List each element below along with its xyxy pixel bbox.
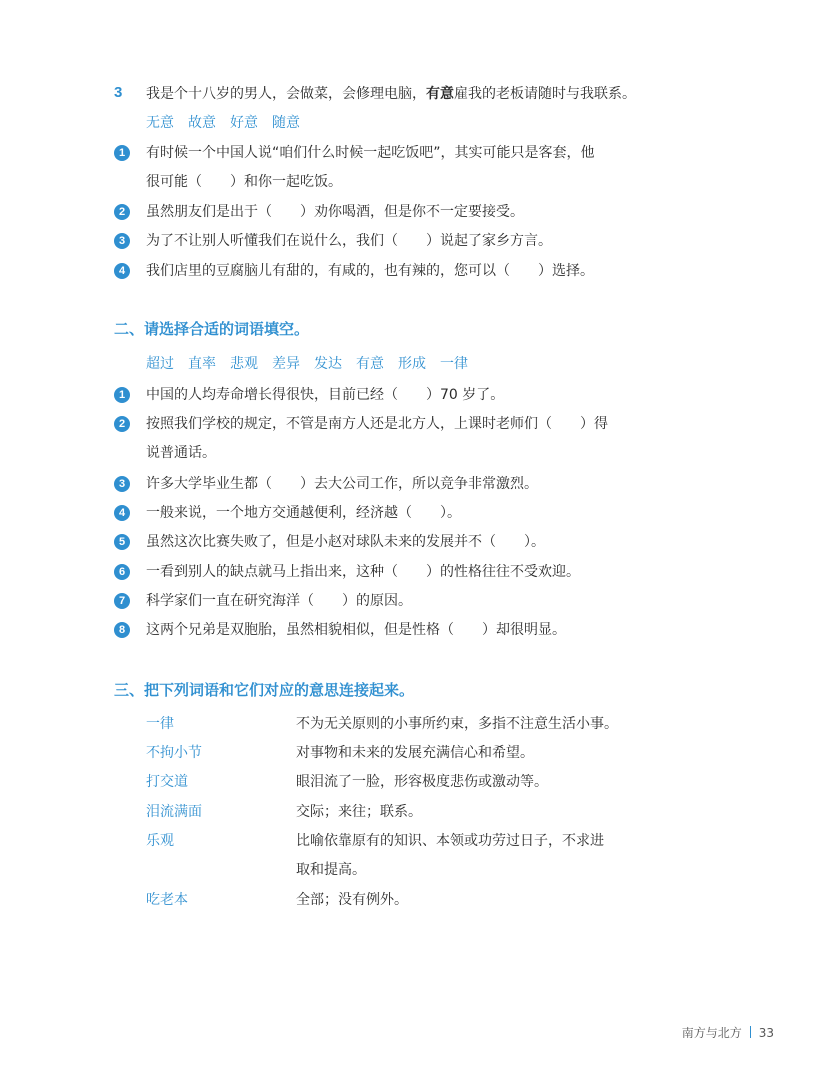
item-number: 2	[114, 204, 130, 220]
option-word: 无意	[146, 115, 174, 131]
match-meaning: 比喻依靠原有的知识、本领或功劳过日子，不求进	[296, 833, 604, 849]
item-number: 5	[114, 534, 130, 550]
item-text: 很可能（ ）和你一起吃饭。	[146, 174, 342, 190]
item-text: 虽然这次比赛失败了，但是小赵对球队未来的发展并不（ ）。	[146, 534, 545, 550]
item-number: 4	[114, 505, 130, 521]
match-meaning: 不为无关原则的小事所约束，多指不注意生活小事。	[296, 716, 618, 732]
page-footer	[682, 1024, 774, 1041]
item-number: 6	[114, 564, 130, 580]
example-bold-word: 有意	[426, 86, 454, 102]
item-text: 一看到别人的缺点就马上指出来，这种（ ）的性格往往不受欢迎。	[146, 564, 580, 580]
item-number: 1	[114, 387, 130, 403]
option-word: 直率	[188, 356, 216, 372]
book-title: 南方与北方	[681, 1026, 742, 1040]
item-number: 3	[114, 233, 130, 249]
item-text: 一般来说，一个地方交通越便利，经济越（ ）。	[146, 505, 461, 521]
option-word: 有意	[356, 356, 384, 372]
item-text: 许多大学毕业生都（ ）去大公司工作，所以竞争非常激烈。	[146, 476, 538, 492]
option-word: 随意	[272, 115, 300, 131]
item-text: 虽然朋友们是出于（ ）劝你喝酒，但是你不一定要接受。	[146, 204, 524, 220]
item-text: 中国的人均寿命增长得很快，目前已经（ ）70 岁了。	[146, 387, 505, 403]
item-text: 有时候一个中国人说“咱们什么时候一起吃饭吧”，其实可能只是客套，他	[146, 145, 595, 161]
example-sentence	[146, 84, 636, 104]
example-before: 我是个十八岁的男人，会做菜，会修理电脑，	[146, 86, 426, 102]
option-word: 好意	[230, 115, 258, 131]
footer-divider	[750, 1026, 751, 1038]
match-word: 吃老本	[146, 892, 188, 908]
item-text: 科学家们一直在研究海洋（ ）的原因。	[146, 593, 412, 609]
match-word: 不拘小节	[146, 745, 202, 761]
option-word: 一律	[440, 356, 468, 372]
match-word: 打交道	[146, 774, 188, 790]
option-word: 悲观	[230, 356, 258, 372]
option-word: 差异	[272, 356, 300, 372]
option-word: 故意	[188, 115, 216, 131]
option-word: 超过	[146, 356, 174, 372]
item-text: 按照我们学校的规定，不管是南方人还是北方人，上课时老师们（ ）得	[146, 416, 608, 432]
item-number: 3	[114, 476, 130, 492]
word-options-2	[146, 354, 482, 374]
option-word: 发达	[314, 356, 342, 372]
item-text: 我们店里的豆腐脑儿有甜的，有咸的，也有辣的，您可以（ ）选择。	[146, 263, 594, 279]
match-meaning: 全部；没有例外。	[296, 892, 408, 908]
match-meaning: 交际；来往；联系。	[296, 804, 422, 820]
match-meaning: 对事物和未来的发展充满信心和希望。	[296, 745, 534, 761]
option-word: 形成	[398, 356, 426, 372]
word-options-1	[146, 113, 314, 133]
match-word: 泪流满面	[146, 804, 202, 820]
item-number: 7	[114, 593, 130, 609]
item-number: 8	[114, 622, 130, 638]
item-number: 4	[114, 263, 130, 279]
item-number: 1	[114, 145, 130, 161]
match-word: 乐观	[146, 833, 174, 849]
question-number: 3	[114, 84, 123, 101]
match-word: 一律	[146, 716, 174, 732]
match-meaning: 眼泪流了一脸，形容极度悲伤或激动等。	[296, 774, 548, 790]
item-text: 这两个兄弟是双胞胎，虽然相貌相似，但是性格（ ）却很明显。	[146, 622, 566, 638]
example-after: 雇我的老板请随时与我联系。	[454, 86, 636, 102]
section-title: 三、把下列词语和它们对应的意思连接起来。	[114, 681, 415, 699]
match-meaning: 取和提高。	[296, 862, 366, 878]
item-text: 说普通话。	[146, 445, 216, 461]
section-title: 二、请选择合适的词语填空。	[114, 320, 310, 338]
item-text: 为了不让别人听懂我们在说什么，我们（ ）说起了家乡方言。	[146, 233, 552, 249]
item-number: 2	[114, 416, 130, 432]
page-number: 33	[758, 1026, 774, 1040]
